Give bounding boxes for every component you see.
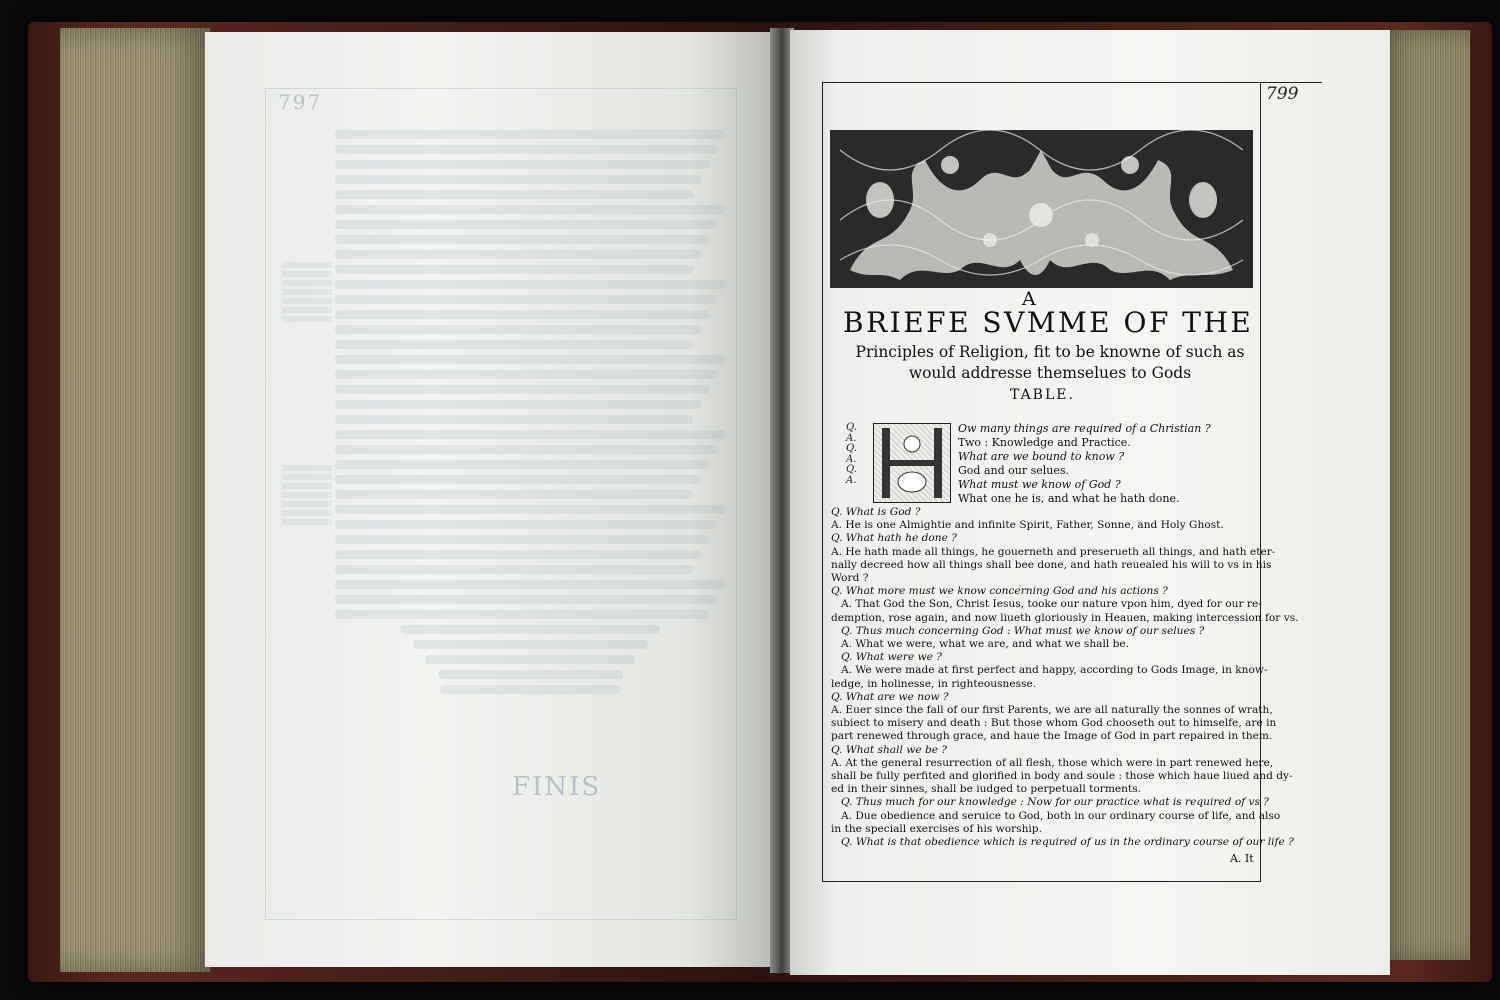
ghost-margin-note — [282, 474, 332, 480]
ghost-margin-note — [282, 271, 332, 277]
ghost-text-line — [335, 415, 693, 424]
ghost-margin-note — [282, 316, 332, 322]
left-page-number: 797 — [278, 90, 323, 114]
body-line: Q. What is God ? — [831, 506, 921, 518]
ghost-margin-note — [282, 262, 332, 268]
ghost-margin-note — [282, 519, 332, 525]
body-line: Q. What are we now ? — [831, 690, 949, 703]
ghost-text-line — [335, 580, 725, 589]
ghost-text-line — [335, 460, 709, 469]
ghost-margin-note — [282, 280, 332, 286]
ghost-margin-note — [282, 492, 332, 498]
body-line: A. We were made at first perfect and happy, according to Gods Image, in know- — [841, 664, 1268, 677]
heading-a: A — [1022, 288, 1038, 310]
intro-line-3: What are we bound to know ? — [958, 450, 1125, 463]
ghost-text-line — [335, 205, 725, 214]
body-line: part renewed through grace, and haue the Image of God in part repaired in them. — [831, 730, 1273, 743]
historiated-initial-h — [873, 423, 951, 503]
body-line: Q. Thus much for our knowledge : Now for our practice what is required of vs ? — [841, 796, 1269, 809]
ghost-text-line — [335, 400, 701, 409]
body-line: Q. What is that obedience which is required of us in the ordinary course of our life ? — [841, 836, 1294, 848]
ghost-margin-note — [282, 510, 332, 516]
ghost-text-line — [335, 385, 709, 394]
ghost-text-line — [335, 250, 701, 259]
ghost-text-line — [335, 295, 717, 304]
decorative-woodcut-headpiece — [830, 130, 1253, 288]
body-line: shall be fully perfited and glorified in body and soule : those which haue liued and dy- — [831, 770, 1293, 782]
intro-line-6: What one he is, and what he hath done. — [958, 492, 1180, 505]
body-line: Q. What shall we be ? — [831, 743, 948, 756]
ghost-text-line — [335, 475, 701, 484]
body-line: Q. Thus much concerning God : What must we know of our selues ? — [841, 624, 1205, 637]
ghost-text-line — [400, 625, 660, 634]
body-line: A. Euer since the fall of our first Parents, we are all naturally the sonnes of wrath, — [831, 704, 1273, 716]
ghost-text-line — [440, 685, 620, 694]
body-line: Q. What hath he done ? — [831, 532, 957, 545]
intro-line-4: God and our selues. — [958, 464, 1069, 477]
ghost-text-line — [335, 355, 725, 364]
body-line: demption, rose again, and now liueth gloriously in Heauen, making intercession for vs. — [831, 611, 1299, 624]
ghost-text-line — [335, 370, 717, 379]
body-line: A. What we were, what we are, and what we shall be. — [841, 638, 1130, 650]
catchword: A. It — [1230, 852, 1254, 865]
heading-title: BRIEFE SVMME OF THE — [843, 306, 1254, 339]
ghost-text-line — [335, 430, 725, 439]
ghost-text-line — [335, 325, 701, 334]
left-page-block-edge — [60, 28, 210, 972]
ghost-text-line — [335, 520, 717, 529]
body-line: ed in their sinnes, shall be iudged to perpetuall torments. — [831, 783, 1142, 796]
heading-subtitle-line-1: Principles of Religion, fit to be knowne of such as — [855, 343, 1245, 361]
ghost-text-line — [335, 565, 693, 574]
intro-line-5: What must we know of God ? — [958, 478, 1121, 491]
ghost-text-line — [335, 145, 717, 154]
ghost-text-line — [413, 640, 648, 649]
header-rule — [822, 82, 1322, 83]
ghost-text-line — [335, 610, 709, 619]
ghost-text-line — [335, 265, 693, 274]
ghost-text-line — [335, 220, 717, 229]
body-line: subiect to misery and death : But those whom God chooseth out to himselfe, are in — [831, 717, 1277, 730]
body-line: Word ? — [831, 572, 869, 584]
intro-line-2: Two : Knowledge and Practice. — [958, 436, 1131, 449]
body-line: nally decreed how all things shall bee done, and hath reuealed his will to vs in his — [831, 558, 1272, 571]
ghost-text-line — [335, 340, 693, 349]
ghost-text-line — [335, 190, 693, 199]
ghost-text-line — [335, 310, 709, 319]
ghost-text-line — [335, 490, 693, 499]
ghost-text-line — [335, 445, 717, 454]
intro-qa-labels: Q. A. Q. A. Q. A. — [846, 422, 857, 486]
ghost-text-line — [335, 550, 701, 559]
ghost-text-line — [335, 160, 709, 169]
left-page-finis: FINIS — [512, 772, 602, 802]
ghost-margin-note — [282, 501, 332, 507]
right-page-block-edge — [1380, 30, 1470, 960]
page-number: 799 — [1266, 84, 1299, 104]
ghost-text-line — [425, 655, 635, 664]
body-line: ledge, in holinesse, in righteousnesse. — [831, 677, 1037, 690]
ghost-text-line — [335, 505, 725, 514]
ghost-text-line — [335, 175, 701, 184]
heading-table: TABLE. — [1010, 387, 1075, 403]
ghost-margin-note — [282, 289, 332, 295]
heading-subtitle-line-2: would addresse themselues to Gods — [908, 364, 1192, 382]
body-line: A. He hath made all things, he gouerneth and preserueth all things, and hath eter- — [831, 545, 1276, 558]
ghost-text-line — [335, 280, 725, 289]
ghost-text-line — [438, 670, 623, 679]
ghost-text-line — [335, 130, 725, 139]
ghost-margin-note — [282, 465, 332, 471]
body-line: A. At the general resurrection of all flesh, those which were in part renewed here, — [831, 756, 1274, 769]
body-line: A. That God the Son, Christ Iesus, tooke our nature vpon him, dyed for our re- — [841, 598, 1262, 611]
body-line: A. He is one Almightie and infinite Spirit, Father, Sonne, and Holy Ghost. — [831, 519, 1224, 532]
body-line: A. Due obedience and seruice to God, both in our ordinary course of life, and also — [841, 809, 1281, 822]
ghost-text-line — [335, 535, 709, 544]
ghost-margin-note — [282, 307, 332, 313]
ghost-text-line — [335, 595, 717, 604]
body-line: Q. What more must we know concerning God and his actions ? — [831, 585, 1168, 598]
body-line: in the speciall exercises of his worship. — [831, 822, 1042, 835]
ghost-margin-note — [282, 483, 332, 489]
body-line: Q. What were we ? — [841, 651, 942, 664]
ghost-margin-note — [282, 298, 332, 304]
intro-line-1: Ow many things are required of a Christian ? — [958, 422, 1211, 435]
ghost-text-line — [335, 235, 709, 244]
